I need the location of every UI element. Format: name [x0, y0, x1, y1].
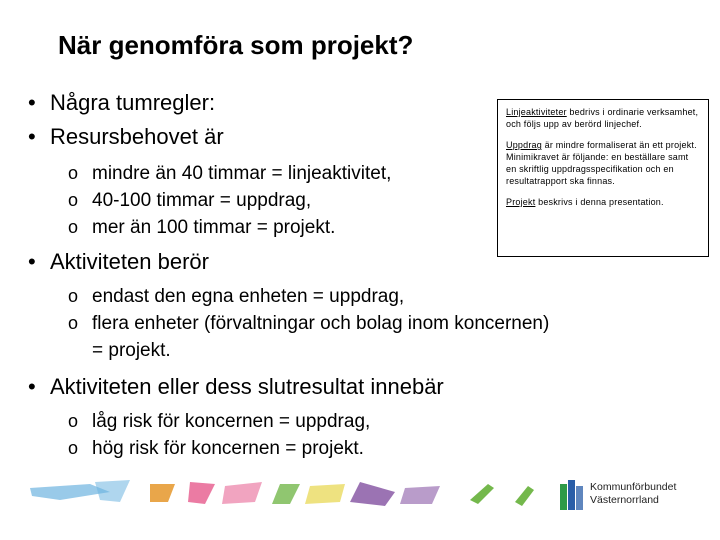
- term: Uppdrag: [506, 140, 542, 150]
- definition-linjeaktivitet: [506, 106, 700, 130]
- sub-bullet-text: endast den egna enheten = uppdrag,: [92, 286, 405, 307]
- bullet-marker: •: [28, 249, 36, 274]
- slide-title: När genomföra som projekt?: [58, 30, 414, 60]
- band-shape: [350, 482, 395, 506]
- bullet-slutresultat: [28, 374, 588, 400]
- definition-text: är mindre formaliserat än ett projekt. Minimikravet är följande: en beställare samt en skriftlig uppdragsspecifikation och en resultatrapport ska finnas.: [506, 140, 697, 186]
- band-shape: [95, 480, 130, 502]
- sub-bullet-text: mindre än 40 timmar = linjeaktivitet,: [92, 163, 392, 184]
- sub-bullet-marker: o: [68, 313, 79, 333]
- logo-text: [590, 481, 676, 507]
- bullet-text: Resursbehovet är: [50, 124, 224, 149]
- term: Linjeaktiviteter: [506, 107, 567, 117]
- bullet-text: Aktiviteten berör: [50, 249, 209, 274]
- logo-line1: Kommunförbundet: [590, 481, 677, 493]
- kommunforbundet-logo: [560, 478, 710, 514]
- band-shape: [150, 484, 175, 502]
- band-shape: [188, 482, 215, 504]
- sub-bullet-text: låg risk för koncernen = uppdrag,: [92, 411, 371, 432]
- sub-bullet-marker: o: [68, 286, 79, 306]
- band-shape: [305, 484, 345, 504]
- bullet-text: Aktiviteten eller dess slutresultat innebär: [50, 374, 444, 399]
- sub-bullet-text: mer än 100 timmar = projekt.: [92, 217, 336, 238]
- logo-line2: Västernorrland: [590, 494, 659, 506]
- bullet-marker: •: [28, 90, 36, 115]
- sub-bullet: [28, 283, 588, 310]
- decorative-color-band: [0, 478, 560, 508]
- band-shape: [400, 486, 440, 504]
- definition-text: beskrivs i denna presentation.: [535, 197, 664, 207]
- sub-bullet-marker: o: [68, 438, 79, 458]
- sub-bullet-text: 40-100 timmar = uppdrag,: [92, 190, 312, 211]
- bullet-marker: •: [28, 374, 36, 399]
- logo-mark-icon: [560, 480, 584, 512]
- sub-bullet-marker: o: [68, 217, 79, 237]
- band-shape: [470, 484, 494, 504]
- sub-bullet: [28, 408, 588, 435]
- sub-bullet: [28, 310, 552, 364]
- sub-bullet: [28, 435, 588, 462]
- definitions-box: [497, 99, 709, 257]
- sub-bullet-marker: o: [68, 411, 79, 431]
- definition-projekt: [506, 196, 700, 208]
- band-shape: [272, 484, 300, 504]
- sub-bullet-marker: o: [68, 163, 79, 183]
- sub-bullet-text: flera enheter (förvaltningar och bolag inom koncernen) = projekt.: [92, 313, 550, 361]
- band-shape: [515, 486, 534, 506]
- bullet-marker: •: [28, 124, 36, 149]
- sub-bullet-text: hög risk för koncernen = projekt.: [92, 438, 364, 459]
- bullet-text: Några tumregler:: [50, 90, 216, 115]
- definition-uppdrag: [506, 139, 700, 187]
- sub-bullet-marker: o: [68, 190, 79, 210]
- band-shape: [222, 482, 262, 504]
- definition-text: bedrivs i ordinarie verksamhet, och följs upp av berörd linjechef.: [506, 107, 699, 129]
- term: Projekt: [506, 197, 536, 207]
